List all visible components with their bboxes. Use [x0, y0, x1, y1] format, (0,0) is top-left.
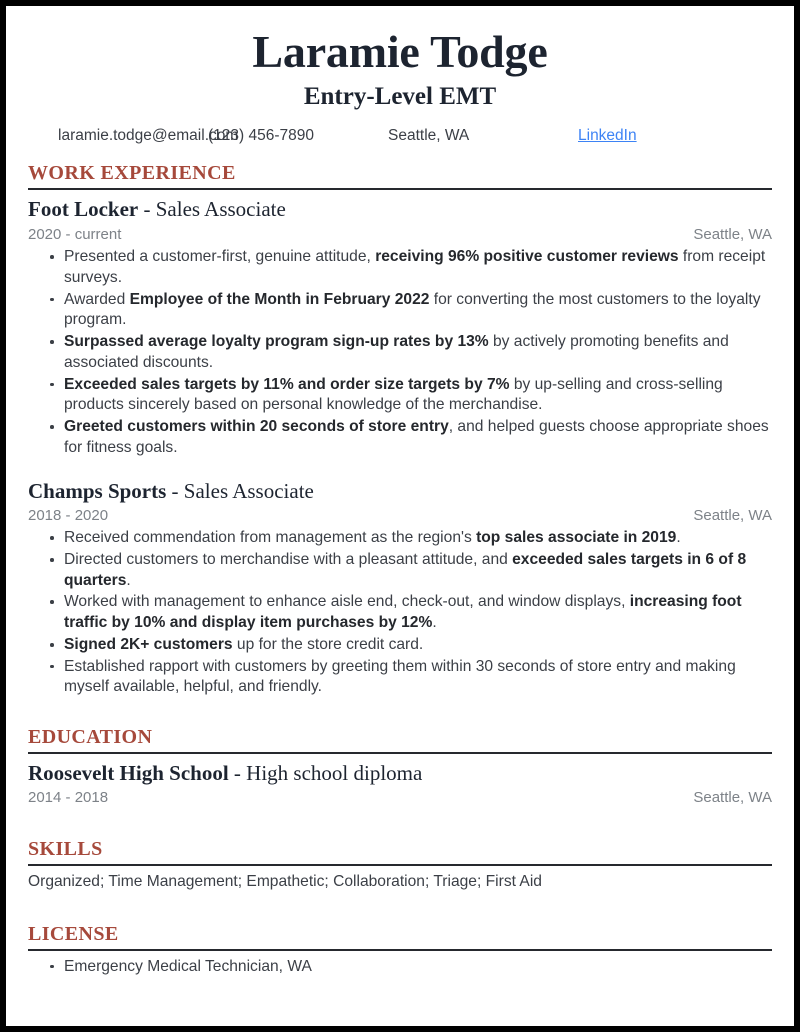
entry-bullet-list [28, 247, 772, 458]
section-skills [28, 838, 772, 893]
license-item-list [28, 957, 772, 978]
education-entry-list [28, 760, 772, 808]
entry-heading [28, 478, 772, 504]
bullet-text: Awarded [64, 290, 130, 308]
bullet-emphasis: exceeded sales targets in 6 of 8 quarters [64, 551, 747, 589]
bullet-emphasis: Exceeded sales targets by 11% and order size targets by 7% [64, 375, 510, 393]
bullet-text: from receipt surveys. [64, 248, 766, 286]
bullet-emphasis: Greeted customers within 20 seconds of store entry [64, 418, 449, 436]
section-heading-education: EDUCATION [28, 726, 153, 749]
bullet-emphasis: top sales associate in 2019 [476, 529, 677, 547]
entry-organization: Roosevelt High School [28, 761, 229, 786]
bullet-item [28, 290, 772, 331]
resume-header [28, 28, 772, 146]
candidate-title: Entry-Level EMT [303, 82, 497, 110]
bullet-emphasis: increasing foot traffic by 10% and display item purchases by 12% [64, 593, 742, 632]
bullet-item [28, 635, 772, 656]
section-divider [28, 188, 772, 190]
entry-separator: - [228, 761, 247, 786]
entry-organization: Foot Locker [28, 197, 139, 222]
section-heading-license: LICENSE [28, 922, 119, 945]
bullet-text: . [676, 529, 681, 547]
resume-entry [28, 760, 772, 808]
bullet-text: Presented a customer-first, genuine attitude, [64, 248, 376, 266]
entry-separator: - [138, 197, 156, 222]
entry-heading [28, 196, 772, 222]
bullet-text: up for the store credit card. [232, 635, 424, 653]
entry-dates: 2014 - 2018 [28, 789, 109, 807]
bullet-text: . [126, 571, 131, 589]
section-license [28, 923, 772, 978]
resume-entry [28, 478, 772, 699]
entry-heading [28, 760, 772, 786]
skills-list: Organized; Time Management; Empathetic; Collaboration; Triage; First Aid [28, 872, 542, 890]
entry-location: Seattle, WA [693, 789, 772, 807]
bullet-text: , and helped guests choose appropriate shoes for fitness goals. [64, 418, 769, 456]
entry-location: Seattle, WA [693, 506, 772, 524]
entry-role: High school diploma [246, 761, 423, 786]
bullet-text: by actively promoting benefits and associated discounts. [64, 333, 729, 371]
entry-meta [28, 225, 772, 245]
section-heading-work: WORK EXPERIENCE [28, 162, 236, 185]
entry-location: Seattle, WA [693, 225, 772, 243]
entry-separator: - [166, 478, 184, 503]
bullet-item [28, 247, 772, 288]
work-entry-list [28, 196, 772, 698]
bullet-item [28, 592, 772, 633]
section-divider [28, 949, 772, 951]
contact-location: Seattle, WA [388, 126, 470, 144]
bullet-text: Worked with management to enhance aisle end, check-out, and window displays, [64, 593, 630, 611]
entry-dates: 2018 - 2020 [28, 506, 109, 524]
contact-linkedin-cell [568, 126, 744, 147]
entry-meta [28, 506, 772, 526]
section-work-experience [28, 162, 772, 698]
linkedin-link[interactable]: LinkedIn [578, 126, 637, 144]
bullet-text: Established rapport with customers by greeting them within 30 seconds of store entry and making myself available, helpful, and friendly. [64, 657, 736, 696]
section-divider [28, 752, 772, 754]
entry-role: Sales Associate [183, 478, 314, 503]
entry-role: Sales Associate [155, 197, 286, 222]
bullet-emphasis: Signed 2K+ customers [64, 635, 233, 653]
bullet-text: for converting the most customers to the loyalty program. [64, 290, 761, 329]
entry-organization: Champs Sports [28, 478, 167, 503]
section-divider [28, 864, 772, 866]
section-heading-skills: SKILLS [28, 837, 103, 860]
candidate-name: Laramie Todge [252, 26, 548, 77]
license-item: Emergency Medical Technician, WA [28, 957, 772, 978]
resume-page [6, 6, 794, 1026]
contact-email[interactable]: laramie.todge@email.com [58, 126, 239, 144]
bullet-emphasis: Employee of the Month in February 2022 [129, 290, 430, 308]
bullet-text: Received commendation from management as the region's [64, 529, 477, 547]
entry-bullet-list [28, 528, 772, 698]
entry-meta [28, 788, 772, 808]
bullet-text: Directed customers to merchandise with a pleasant attitude, and [64, 551, 513, 568]
section-education [28, 726, 772, 808]
entry-dates: 2020 - current [28, 225, 122, 243]
bullet-emphasis: receiving 96% positive customer reviews [375, 248, 679, 266]
bullet-text: by up-selling and cross-selling products sincerely based on personal knowledge of the merchandise. [64, 375, 723, 414]
bullet-emphasis: Surpassed average loyalty program sign-up rates by 13% [64, 333, 489, 351]
bullet-item [28, 550, 772, 591]
bullet-item [28, 332, 772, 373]
resume-entry [28, 196, 772, 458]
contact-row [28, 126, 772, 147]
bullet-text: . [432, 614, 437, 632]
bullet-item [28, 657, 772, 698]
bullet-item [28, 417, 772, 458]
contact-phone[interactable]: (123) 456-7890 [208, 126, 314, 144]
bullet-item [28, 528, 772, 549]
bullet-item [28, 375, 772, 416]
